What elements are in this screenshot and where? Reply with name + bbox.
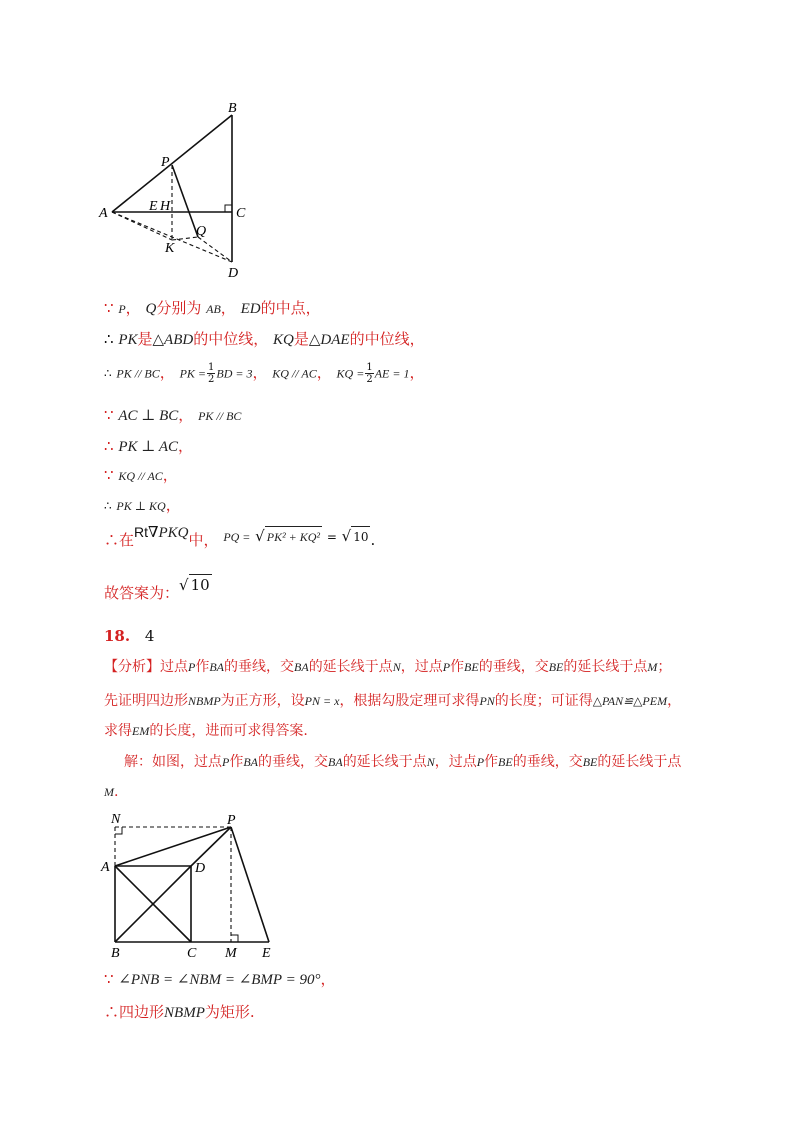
square-figure bbox=[96, 808, 286, 960]
proof-line-4: ∵ AC ⊥ BC， PK // BC bbox=[104, 406, 242, 424]
proof-line-1: ∵ P， Q分别为 AB， ED的中点， bbox=[104, 299, 321, 317]
label-N: N bbox=[111, 812, 121, 827]
proof-line-2: ∴ PK是△ABD的中位线， KQ是△DAE的中位线， bbox=[104, 330, 425, 348]
label-Q: Q bbox=[196, 224, 207, 239]
label-A: A bbox=[99, 206, 108, 221]
label-E2: E bbox=[262, 946, 271, 960]
proof-line-6: ∵ KQ // AC， bbox=[104, 466, 178, 484]
question-18-header: 18. 4 bbox=[104, 627, 155, 645]
label-B2: B bbox=[111, 946, 120, 960]
proof-line-8: ∴在Rt∇PKQ中， PQ = √ PK² + KQ² = √ 10 . bbox=[104, 523, 376, 549]
analysis-line-1: 【分析】过点P作BA的垂线，交BA的延长线于点N，过点P作BE的垂线，交BE的延长线于点M； bbox=[104, 659, 672, 675]
answer-line: 故答案为：√ 10 bbox=[104, 576, 210, 602]
after-line-2: ∴四边形NBMP为矩形. bbox=[104, 1003, 255, 1021]
label-M2: M bbox=[225, 946, 237, 960]
label-P: P bbox=[161, 155, 170, 170]
proof-line-3: ∴ PK // BC， PK = $\frac{1}{2}$ BD = 3， KQ // AC， KQ = $\frac{1}{2}$ AE = 1， bbox=[104, 362, 425, 385]
label-C2: C bbox=[187, 946, 197, 960]
proof-line-7: ∴ PK ⊥ KQ， bbox=[104, 496, 181, 514]
label-D2: D bbox=[195, 861, 206, 876]
label-B: B bbox=[228, 101, 237, 116]
solution-line-2: M. bbox=[104, 784, 119, 800]
label-H: H bbox=[160, 199, 171, 214]
analysis-line-2: 先证明四边形NBMP为正方形，设PN = x，根据勾股定理可求得PN的长度；可证得△PAN≌△PEM， bbox=[104, 693, 682, 709]
analysis-line-3: 求得EM的长度，进而可求得答案. bbox=[104, 723, 308, 739]
after-line-1: ∵ ∠PNB = ∠NBM = ∠BMP = 90°， bbox=[104, 970, 336, 988]
label-C: C bbox=[236, 206, 246, 221]
label-A2: A bbox=[101, 860, 110, 875]
solution-line-1: 解：如图，过点P作BA的垂线，交BA的延长线于点N，过点P作BE的垂线，交BE的延长线于点 bbox=[124, 754, 682, 770]
label-K: K bbox=[165, 241, 175, 256]
triangle-figure bbox=[90, 95, 260, 285]
label-P2: P bbox=[227, 813, 236, 828]
label-E: E bbox=[149, 199, 158, 214]
label-D: D bbox=[228, 266, 239, 281]
proof-line-5: ∴ PK ⊥ AC， bbox=[104, 437, 194, 455]
